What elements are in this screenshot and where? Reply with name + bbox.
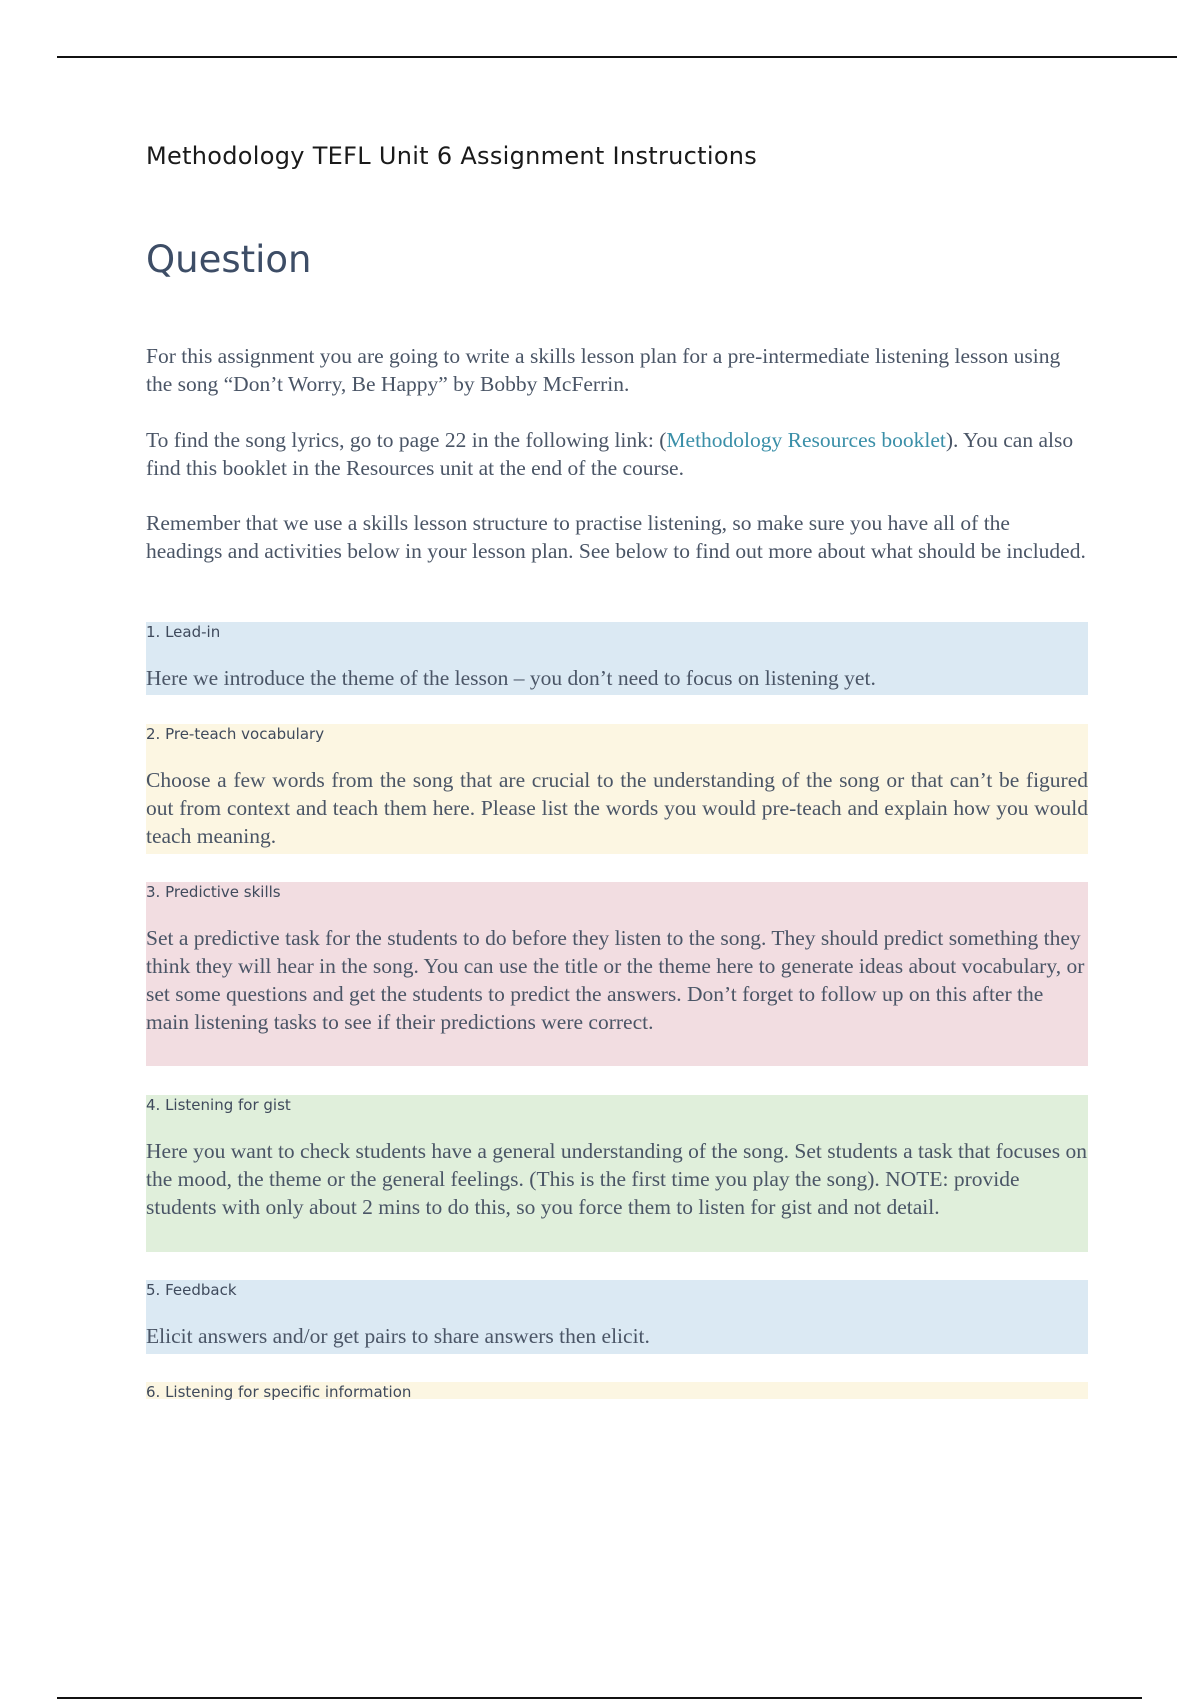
step-body: Choose a few words from the song that are crucial to the understanding of the song or that can’t be figured out from context and teach them here. Please list the words you would pre-teach and explain how you would teach meaning. [146, 768, 1088, 848]
lyrics-paragraph [146, 426, 1086, 482]
step-label: 5. Feedback [146, 1281, 237, 1299]
step-lead-in [146, 622, 1088, 695]
methodology-resources-link[interactable]: Methodology Resources booklet [666, 428, 946, 452]
step-body: Here we introduce the theme of the lesson – you don’t need to focus on listening yet. [146, 666, 876, 690]
step-label: 2. Pre-teach vocabulary [146, 725, 325, 743]
document-title: Methodology TEFL Unit 6 Assignment Instructions [146, 142, 758, 170]
intro-paragraph: For this assignment you are going to write a skills lesson plan for a pre-intermediate listening lesson using the song “Don’t Worry, Be Happy” by Bobby McFerrin. [146, 344, 1061, 396]
step-label: 4. Listening for gist [146, 1096, 291, 1114]
page-top-rule [57, 56, 1177, 58]
step-pre-teach-vocabulary [146, 724, 1088, 854]
step-body: Elicit answers and/or get pairs to share answers then elicit. [146, 1324, 650, 1348]
step-feedback [146, 1280, 1088, 1354]
lyrics-text-before-link: To find the song lyrics, go to page 22 in the following link: ( [146, 428, 667, 452]
step-label: 1. Lead-in [146, 623, 221, 641]
page-bottom-rule [57, 1697, 1142, 1699]
step-listening-for-gist [146, 1095, 1088, 1252]
step-body: Set a predictive task for the students to do before they listen to the song. They should predict something they think they will hear in the song. You can use the title or the theme here to generate ideas about vocabulary, or set some questions and get the students to predict the answers. Don’t forget to follow up on this after the main listening tasks to see if their predictions were correct. [146, 926, 1085, 1034]
structure-paragraph: Remember that we use a skills lesson structure to practise listening, so make sure you have all of the headings and activities below in your lesson plan. See below to find out more about what should be included. [146, 511, 1086, 563]
section-heading-question: Question [146, 238, 312, 281]
step-label: 3. Predictive skills [146, 883, 281, 901]
lyrics-text-after-link: ). You can also find this booklet in the Resources unit at the end of the course. [146, 428, 1074, 480]
step-label: 6. Listening for specific information [146, 1383, 412, 1401]
step-predictive-skills [146, 882, 1088, 1066]
step-listening-for-specific-information [146, 1382, 1088, 1399]
step-body: Here you want to check students have a general understanding of the song. Set students a task that focuses on the mood, the theme or the general feelings. (This is the first time you play the song). NOTE: provide students with only about 2 mins to do this, so you force them to listen for gist and not detail. [146, 1139, 1087, 1219]
